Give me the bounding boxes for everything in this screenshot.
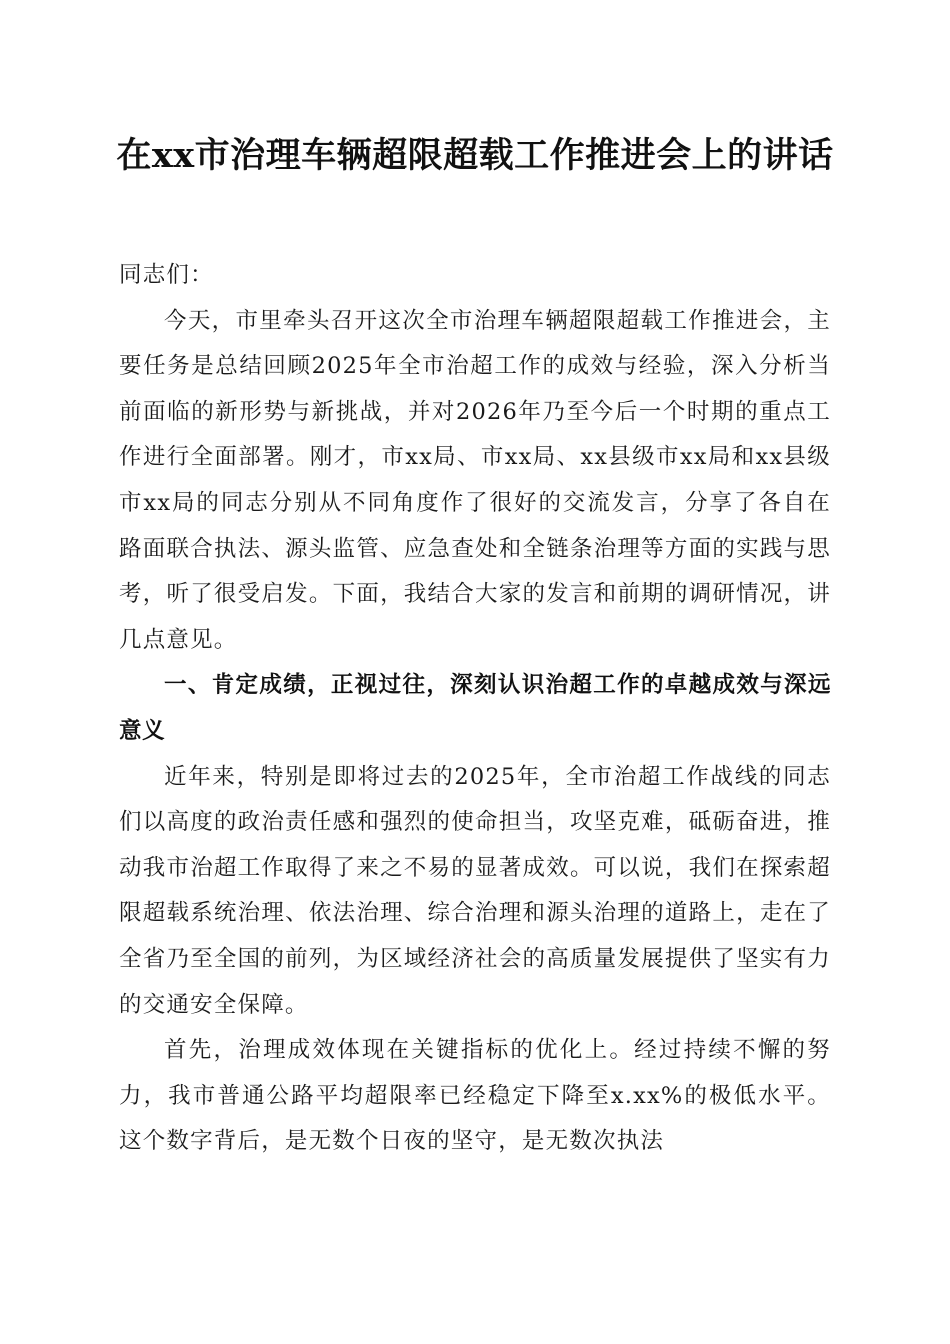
document-body [119, 253, 831, 1165]
section-heading-1: 一、肯定成绩，正视过往，深刻认识治超工作的卓越成效与深远意义 [119, 672, 831, 744]
page-title: 在xx市治理车辆超限超载工作推进会上的讲话 [116, 135, 834, 176]
section1-paragraph-1: 近年来，特别是即将过去的2025年，全市治超工作战线的同志们以高度的政治责任感和强烈的使命担当，攻坚克难，砥砺奋进，推动我市治超工作取得了来之不易的显著成效。可以说，我们在探索超限超载系统治理、依法治理、综合治理和源头治理的道路上，走在了全省乃至全国的前列，为区域经济社会的高质量发展提供了坚实有力的交通安全保障。 [119, 763, 831, 1018]
section1-paragraph-2: 首先，治理成效体现在关键指标的优化上。经过持续不懈的努力，我市普通公路平均超限率已经稳定下降至x.xx%的极低水平。这个数字背后，是无数个日夜的坚守，是无数次执法 [119, 1037, 831, 1155]
salutation: 同志们： [119, 262, 214, 288]
intro-paragraph: 今天，市里牵头召开这次全市治理车辆超限超载工作推进会，主要任务是总结回顾2025年全市治超工作的成效与经验，深入分析当前面临的新形势与新挑战，并对2026年乃至今后一个时期的重点工作进行全面部署。刚才，市xx局、市xx局、xx县级市xx局和xx县级市xx局的同志分别从不同角度作了很好的交流发言，分享了各自在路面联合执法、源头监管、应急查处和全链条治理等方面的实践与思考，听了很受启发。下面，我结合大家的发言和前期的调研情况，讲几点意见。 [119, 307, 831, 653]
